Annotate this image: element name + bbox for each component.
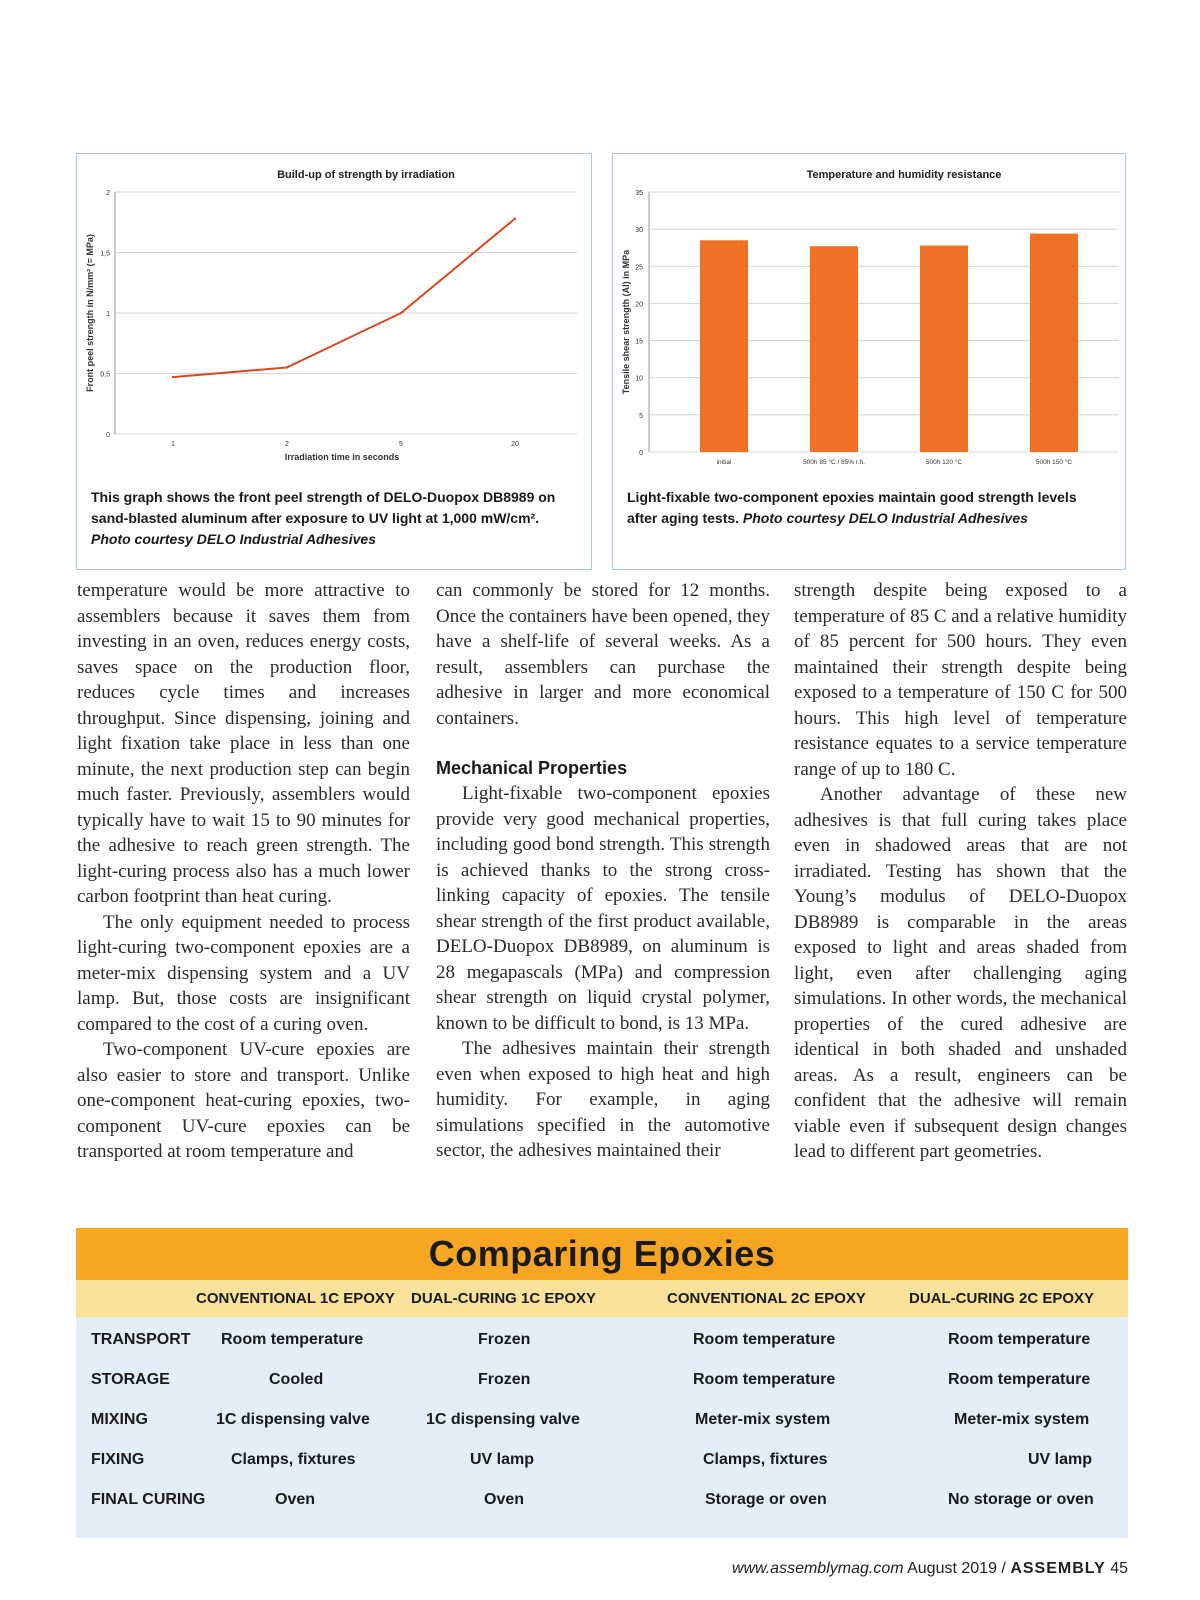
column-header: DUAL-CURING 2C EPOXY bbox=[909, 1290, 1095, 1307]
table-cell: Frozen bbox=[478, 1371, 531, 1388]
data-series-line bbox=[173, 219, 515, 378]
table-cell: 1C dispensing valve bbox=[216, 1411, 370, 1428]
table-header-row bbox=[76, 1280, 1128, 1317]
x-tick-label: 500h 150 °C bbox=[1035, 459, 1073, 466]
table-cell: 1C dispensing valve bbox=[426, 1411, 580, 1428]
y-tick-label: 1 bbox=[106, 311, 110, 318]
row-label: STORAGE bbox=[91, 1371, 170, 1388]
y-tick-label: 0,5 bbox=[100, 371, 110, 379]
y-tick-label: 5 bbox=[639, 412, 643, 420]
comparing-epoxies-table bbox=[76, 1228, 1128, 1538]
table-cell: Clamps, fixtures bbox=[703, 1451, 828, 1468]
magazine-name: ASSEMBLY bbox=[1010, 1560, 1106, 1577]
row-label: MIXING bbox=[91, 1411, 148, 1428]
article-paragraph: Two-component UV-cure epoxies are also easier to store and transport. Unlike one-component heat-curing epoxies, two-component UV-cure epoxies can be transported at room temperature and bbox=[77, 1039, 410, 1162]
y-tick-label: 20 bbox=[635, 301, 643, 309]
x-tick-label: 1 bbox=[171, 441, 175, 448]
issue-date: August 2019 / bbox=[907, 1560, 1006, 1577]
aging-caption-credit: Photo courtesy DELO Industrial Adhesives bbox=[742, 510, 1028, 526]
row-label: TRANSPORT bbox=[91, 1331, 191, 1348]
y-tick-label: 25 bbox=[635, 264, 643, 272]
y-tick-label: 0 bbox=[106, 432, 110, 439]
data-point bbox=[286, 366, 288, 368]
table-cell: Meter-mix system bbox=[695, 1411, 831, 1428]
y-tick-label: 15 bbox=[635, 338, 643, 346]
x-tick-label: 500h 120 °C bbox=[925, 459, 963, 466]
y-axis-label: Front peel strength in N/mm² (= MPa) bbox=[85, 234, 95, 392]
page-footer bbox=[732, 1560, 1128, 1578]
table-cell: Frozen bbox=[478, 1331, 531, 1348]
aging-caption-text: Light-fixable two-component epoxies maintain good strength levels after aging tests. bbox=[627, 489, 1077, 526]
data-bar bbox=[810, 246, 858, 452]
article-paragraph: temperature would be more attractive to assemblers because it saves them from investing in an oven, reduces energy costs, saves space on the production floor, reduces cycle times and increases throughput. Since dispensing, joining and light fixation take place in less than one minute, the next production step can begin much faster. Previously, assemblers would typically have to wait 15 to 90 minutes for the adhesive to reach green strength. The light-curing process also has a much lower carbon footprint than heat curing. bbox=[77, 580, 410, 907]
data-point bbox=[172, 376, 174, 378]
article-column-2 bbox=[436, 578, 770, 1164]
table-cell: Clamps, fixtures bbox=[231, 1451, 356, 1468]
y-tick-label: 0 bbox=[639, 450, 643, 457]
chart-title: Build-up of strength by irradiation bbox=[277, 169, 455, 181]
peel-strength-chart bbox=[77, 154, 593, 484]
table-cell: Storage or oven bbox=[705, 1491, 827, 1508]
table-cell: Room temperature bbox=[693, 1371, 836, 1388]
table-cell: Cooled bbox=[269, 1371, 324, 1388]
chart-title: Temperature and humidity resistance bbox=[806, 169, 1002, 181]
table-cell: Oven bbox=[484, 1491, 525, 1508]
article-paragraph: strength despite being exposed to a temperature of 85 C and a relative humidity of 85 percent for 500 hours. They even maintained their strength despite being exposed to a temperature of 150 C for 500 hours. This high level of temperature resistance equates to a service temperature range of up to 180 C. bbox=[794, 580, 1127, 780]
data-bar bbox=[1030, 234, 1078, 452]
x-tick-label: 2 bbox=[285, 441, 289, 448]
table-cell: UV lamp bbox=[1028, 1451, 1093, 1468]
aging-resistance-figure bbox=[612, 153, 1126, 570]
article-column-3 bbox=[794, 578, 1127, 1165]
article-paragraph: The only equipment needed to process light-curing two-component epoxies are a meter-mix dispensing system and a UV lamp. But, those costs are insignificant compared to the cost of a curing oven. bbox=[77, 911, 410, 1035]
article-paragraph: can commonly be stored for 12 months. Once the containers have been opened, they have a shelf-life of several weeks. As a result, assemblers can purchase the adhesive in larger and more economical containers. bbox=[436, 580, 770, 729]
table-cell: Room temperature bbox=[221, 1331, 364, 1348]
table-cell: Room temperature bbox=[693, 1331, 836, 1348]
data-point bbox=[400, 312, 402, 314]
table-cell: Room temperature bbox=[948, 1331, 1091, 1348]
page-number: 45 bbox=[1110, 1560, 1128, 1577]
article-column-1 bbox=[77, 578, 410, 1165]
article-paragraph: Another advantage of these new adhesives is that full curing takes place even in shadowed areas that are not irradiated. Testing has shown that the Young’s modulus of DELO-Duopox DB8989 is comparable in the areas exposed to light and areas shaded from light, even after challenging aging simulations. In other words, the mechanical properties of the cured adhesive are identical in both shaded and unshaded areas. As a result, engineers can be confident that the adhesive will remain viable even if subsequent design changes lead to different part geometries. bbox=[794, 784, 1127, 1162]
table-row bbox=[76, 1360, 1128, 1400]
column-header: CONVENTIONAL 1C EPOXY bbox=[196, 1290, 395, 1307]
table-row bbox=[76, 1400, 1128, 1440]
column-header: DUAL-CURING 1C EPOXY bbox=[411, 1290, 597, 1307]
table-row bbox=[76, 1320, 1128, 1360]
y-tick-label: 35 bbox=[635, 190, 643, 197]
data-bar bbox=[920, 245, 968, 452]
table-cell: Meter-mix system bbox=[954, 1411, 1090, 1428]
article-paragraph: Light-fixable two-component epoxies provide very good mechanical properties, including good bond strength. This strength is achieved thanks to the strong cross-linking capacity of epoxies. The tensile shear strength of the first product available, DELO-Duopox DB8989, on aluminum is 28 megapascals (MPa) and compression shear strength on liquid crystal polymer, known to be difficult to bond, is 13 MPa. bbox=[436, 783, 770, 1034]
y-tick-label: 2 bbox=[106, 190, 110, 197]
peel-caption-credit: Photo courtesy DELO Industrial Adhesives bbox=[91, 531, 376, 547]
x-axis-label: Irradiation time in seconds bbox=[284, 452, 400, 462]
peel-caption-text: This graph shows the front peel strength of DELO-Duopox DB8989 on sand-blasted aluminum after exposure to UV light at 1,000 mW/cm². bbox=[91, 489, 556, 526]
aging-figure-caption bbox=[627, 487, 1107, 529]
table-cell: UV lamp bbox=[470, 1451, 535, 1468]
y-axis-label: Tensile shear strength (Al) in MPa bbox=[621, 249, 631, 395]
peel-strength-figure bbox=[76, 153, 592, 570]
x-tick-label: 500h 85 °C / 85% r.h. bbox=[803, 459, 865, 466]
table-cell: No storage or oven bbox=[948, 1491, 1094, 1508]
article-paragraph: The adhesives maintain their strength even when exposed to high heat and high humidity. For example, in aging simulations specified in the automotive sector, the adhesives maintained their bbox=[436, 1038, 770, 1161]
peel-figure-caption bbox=[91, 487, 573, 550]
column-header: CONVENTIONAL 2C EPOXY bbox=[667, 1290, 866, 1307]
data-point bbox=[514, 217, 516, 219]
y-tick-label: 1,5 bbox=[100, 250, 110, 258]
website-url[interactable]: www.assemblymag.com bbox=[731, 1560, 904, 1577]
aging-resistance-chart bbox=[613, 154, 1127, 484]
y-tick-label: 10 bbox=[635, 375, 643, 383]
row-label: FINAL CURING bbox=[91, 1491, 206, 1508]
data-bar bbox=[700, 240, 748, 452]
x-tick-label: initial bbox=[716, 459, 732, 466]
x-tick-label: 5 bbox=[399, 441, 403, 448]
table-cell: Room temperature bbox=[948, 1371, 1091, 1388]
table-cell: Oven bbox=[275, 1491, 316, 1508]
table-row bbox=[76, 1480, 1128, 1520]
table-row bbox=[76, 1440, 1128, 1480]
row-label: FIXING bbox=[91, 1451, 145, 1468]
table-title: Comparing Epoxies bbox=[76, 1228, 1128, 1280]
x-tick-label: 20 bbox=[511, 441, 519, 448]
y-tick-label: 30 bbox=[635, 227, 643, 235]
section-heading: Mechanical Properties bbox=[436, 758, 628, 778]
